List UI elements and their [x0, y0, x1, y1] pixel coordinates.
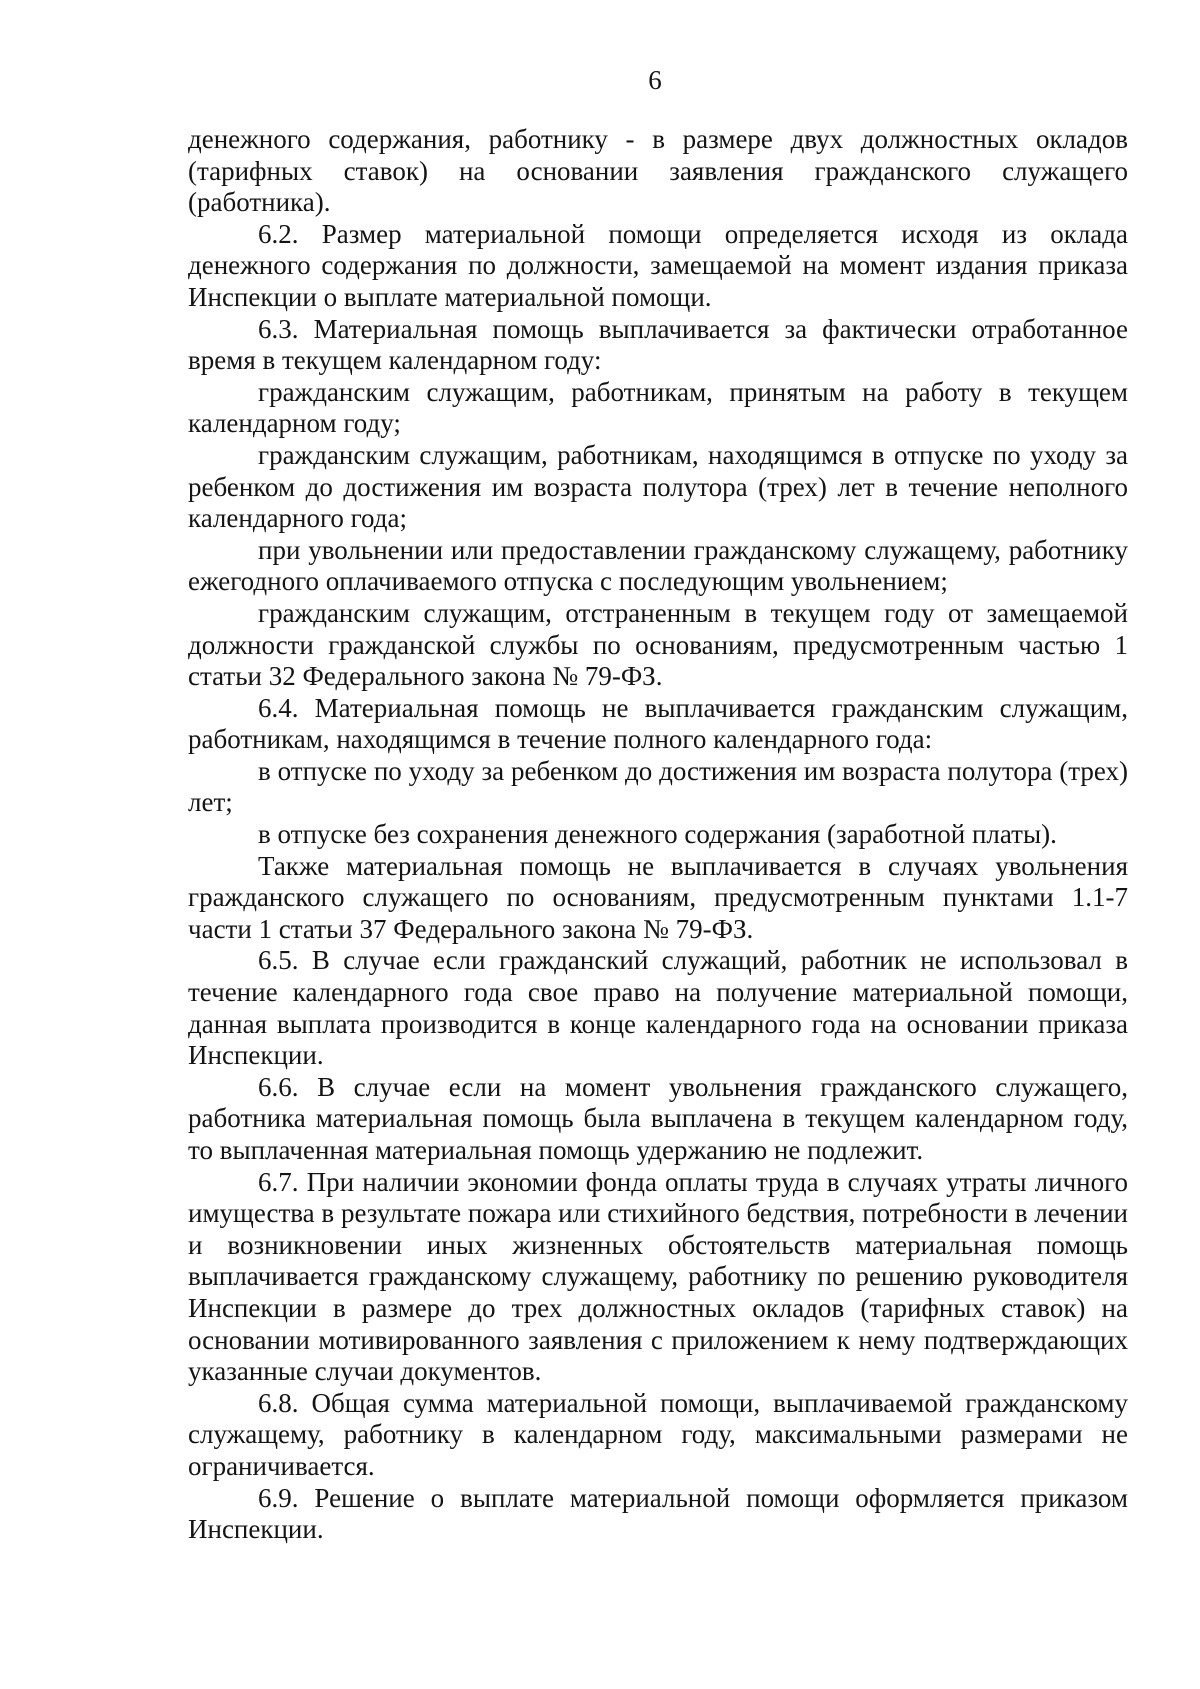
paragraph-6-3-item-3: при увольнении или предоставлении гражданскому служащему, работнику ежегодного оплачиваемого отпуска с последующим увольнением;: [188, 534, 1128, 597]
paragraph-6-6: 6.6. В случае если на момент увольнения гражданского служащего, работника материальная помощь была выплачена в текущем календарном году, то выплаченная материальная помощь удержанию не подлежит.: [188, 1071, 1128, 1165]
paragraph-continuation: денежного содержания, работнику - в размере двух должностных окладов (тарифных ставок) на основании заявления гражданского служащего (работника).: [188, 124, 1128, 218]
page-number: 6: [648, 65, 662, 95]
paragraph-6-3-item-2: гражданским служащим, работникам, находящимся в отпуске по уходу за ребенком до достижения им возраста полутора (трех) лет в течение неполного календарного года;: [188, 439, 1128, 534]
paragraph-6-3-item-1: гражданским служащим, работникам, принятым на работу в текущем календарном году;: [188, 376, 1128, 439]
paragraph-6-4-note: Также материальная помощь не выплачивается в случаях увольнения гражданского служащего по основаниям, предусмотренным пунктами 1.1-7 части 1 статьи 37 Федерального закона № 79-ФЗ.: [188, 850, 1128, 944]
document-body: [188, 124, 1128, 1546]
paragraph-6-4: 6.4. Материальная помощь не выплачивается гражданским служащим, работникам, находящимся в течение полного календарного года:: [188, 692, 1128, 755]
paragraph-6-2: 6.2. Размер материальной помощи определяется исходя из оклада денежного содержания по должности, замещаемой на момент издания приказа Инспекции о выплате материальной помощи.: [188, 218, 1128, 312]
paragraph-6-9: 6.9. Решение о выплате материальной помощи оформляется приказом Инспекции.: [188, 1482, 1128, 1545]
paragraph-6-4-item-1: в отпуске по уходу за ребенком до достижения им возраста полутора (трех) лет;: [188, 755, 1128, 818]
paragraph-6-7: 6.7. При наличии экономии фонда оплаты труда в случаях утраты личного имущества в результате пожара или стихийного бедствия, потребности в лечении и возникновении иных жизненных обстоятельств материальная помощь выплачивается гражданскому служащему, работнику по решению руководителя Инспекции в размере до трех должностных окладов (тарифных ставок) на основании мотивированного заявления с приложением к нему подтверждающих указанные случаи документов.: [188, 1166, 1128, 1387]
paragraph-6-3-item-4: гражданским служащим, отстраненным в текущем году от замещаемой должности гражданской службы по основаниям, предусмотренным частью 1 статьи 32 Федерального закона № 79-ФЗ.: [188, 597, 1128, 692]
paragraph-6-5: 6.5. В случае если гражданский служащий, работник не использовал в течение календарного года свое право на получение материальной помощи, данная выплата производится в конце календарного года на основании приказа Инспекции.: [188, 945, 1128, 1071]
paragraph-6-4-item-2: в отпуске без сохранения денежного содержания (заработной платы).: [258, 819, 1057, 850]
paragraph-6-8: 6.8. Общая сумма материальной помощи, выплачиваемой гражданскому служащему, работнику в календарном году, максимальными размерами не ограничивается.: [188, 1387, 1128, 1481]
paragraph-6-3: 6.3. Материальная помощь выплачивается за фактически отработанное время в текущем календарном году:: [188, 313, 1128, 376]
